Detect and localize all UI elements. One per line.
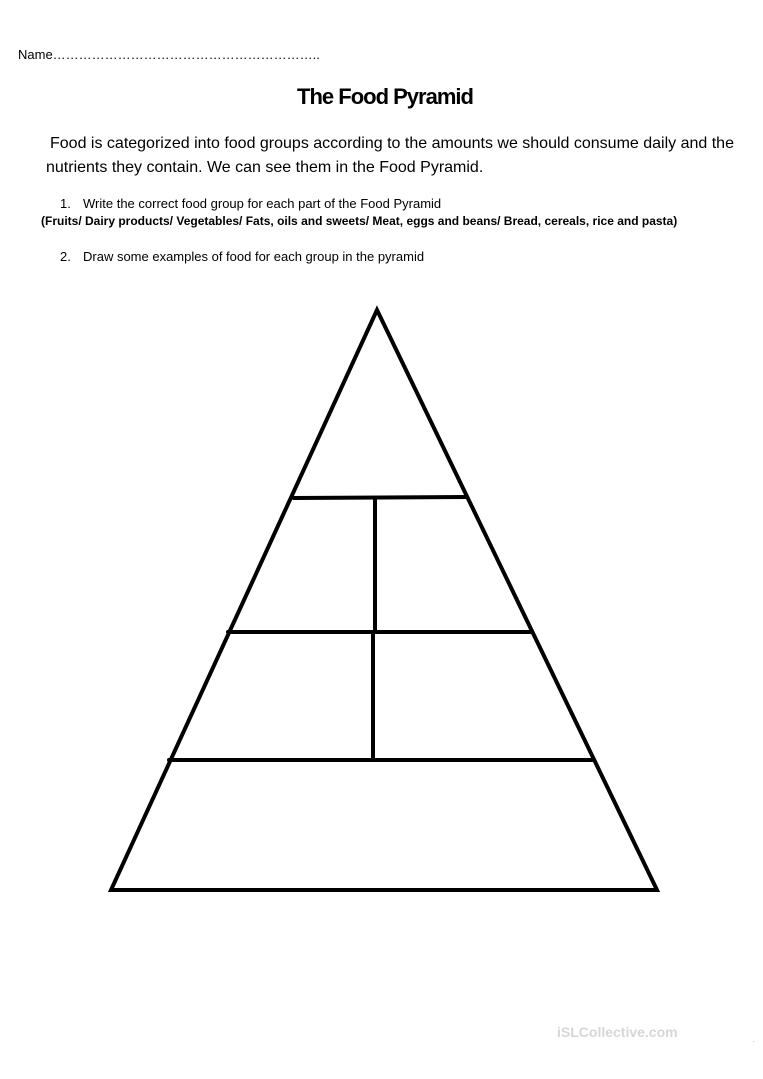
pyramid-divider-top xyxy=(294,497,466,498)
pyramid-outline xyxy=(111,310,657,890)
corner-dot: · xyxy=(752,1036,756,1047)
instruction-2-text: Draw some examples of food for each group in the pyramid xyxy=(83,249,425,264)
instruction-1-text: Write the correct food group for each part of the Food Pyramid xyxy=(83,196,442,211)
instruction-2-number: 2. xyxy=(60,249,71,264)
food-groups-hint: (Fruits/ Dairy products/ Vegetables/ Fats, oils and sweets/ Meat, eggs and beans/ Bread, cereals, rice and pasta) xyxy=(41,214,678,228)
instruction-1-number: 1. xyxy=(60,196,71,211)
intro-paragraph: Food is categorized into food groups according to the amounts we should consume daily and the nutrients they contain. We can see them in the Food Pyramid. xyxy=(46,135,734,176)
watermark-logo: iSLCollective.com xyxy=(557,1024,678,1040)
page-title: The Food Pyramid xyxy=(297,84,473,109)
name-field-label: Name…………………………………………………….. xyxy=(18,47,320,62)
